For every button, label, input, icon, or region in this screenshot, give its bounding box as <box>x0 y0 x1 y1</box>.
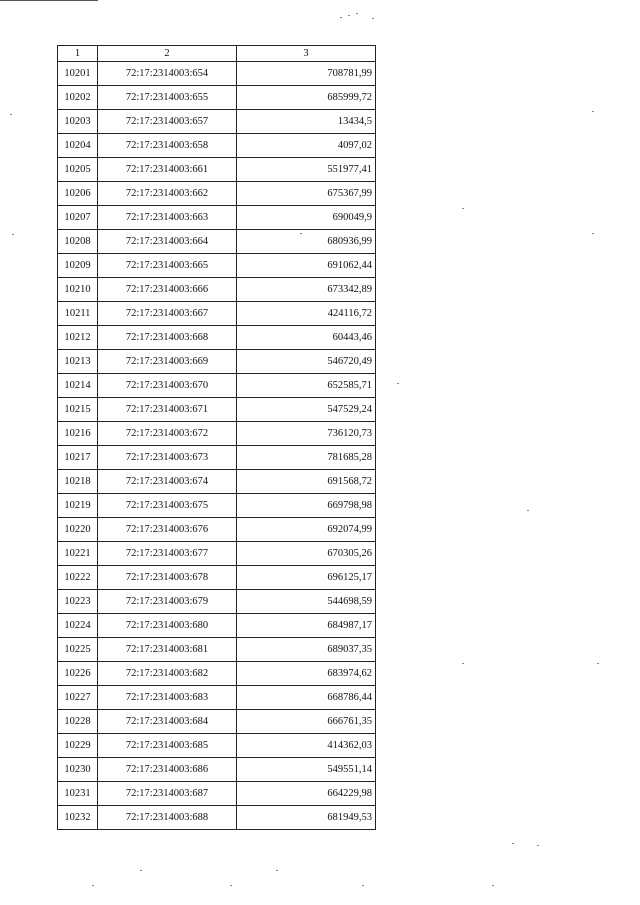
table-header-row <box>58 46 376 62</box>
row-number-cell: 10203 <box>58 110 98 134</box>
cadastral-number-cell: 72:17:2314003:661 <box>98 158 237 182</box>
table-row <box>58 590 376 614</box>
row-number-cell: 10232 <box>58 806 98 830</box>
cadastral-value-cell: 692074,99 <box>237 518 376 542</box>
cadastral-number-cell: 72:17:2314003:678 <box>98 566 237 590</box>
scan-speck <box>340 17 342 18</box>
cadastral-number-cell: 72:17:2314003:685 <box>98 734 237 758</box>
row-number-cell: 10216 <box>58 422 98 446</box>
cadastral-number-cell: 72:17:2314003:682 <box>98 662 237 686</box>
cadastral-number-cell: 72:17:2314003:663 <box>98 206 237 230</box>
scan-speck <box>462 663 464 664</box>
row-number-cell: 10210 <box>58 278 98 302</box>
table-row <box>58 470 376 494</box>
cadastral-value-cell: 691568,72 <box>237 470 376 494</box>
cadastral-value-cell: 670305,26 <box>237 542 376 566</box>
table-row <box>58 446 376 470</box>
row-number-cell: 10223 <box>58 590 98 614</box>
row-number-cell: 10208 <box>58 230 98 254</box>
scan-speck <box>140 870 142 871</box>
table-row <box>58 734 376 758</box>
scan-speck <box>512 843 514 844</box>
cadastral-value-cell: 675367,99 <box>237 182 376 206</box>
cadastral-value-cell: 690049,9 <box>237 206 376 230</box>
table-row <box>58 110 376 134</box>
cadastral-number-cell: 72:17:2314003:679 <box>98 590 237 614</box>
cadastral-number-cell: 72:17:2314003:655 <box>98 86 237 110</box>
table-row <box>58 494 376 518</box>
cadastral-number-cell: 72:17:2314003:683 <box>98 686 237 710</box>
scan-speck <box>597 663 599 664</box>
cadastral-number-cell: 72:17:2314003:684 <box>98 710 237 734</box>
cadastral-number-cell: 72:17:2314003:672 <box>98 422 237 446</box>
cadastral-value-cell: 666761,35 <box>237 710 376 734</box>
scan-speck <box>230 885 232 886</box>
table-row <box>58 158 376 182</box>
cadastral-number-cell: 72:17:2314003:668 <box>98 326 237 350</box>
cadastral-value-cell: 551977,41 <box>237 158 376 182</box>
row-number-cell: 10229 <box>58 734 98 758</box>
table-row <box>58 350 376 374</box>
cadastral-value-table <box>57 45 376 830</box>
row-number-cell: 10211 <box>58 302 98 326</box>
cadastral-value-cell: 652585,71 <box>237 374 376 398</box>
scan-speck <box>276 870 278 871</box>
cadastral-value-cell: 664229,98 <box>237 782 376 806</box>
cadastral-value-cell: 683974,62 <box>237 662 376 686</box>
table-row <box>58 134 376 158</box>
scan-speck <box>592 111 594 112</box>
cadastral-number-cell: 72:17:2314003:680 <box>98 614 237 638</box>
table-row <box>58 662 376 686</box>
scan-speck <box>592 233 594 234</box>
scan-speck <box>362 885 364 886</box>
table-row <box>58 206 376 230</box>
cadastral-value-cell: 684987,17 <box>237 614 376 638</box>
scan-speck <box>527 510 529 511</box>
cadastral-value-cell: 668786,44 <box>237 686 376 710</box>
row-number-cell: 10207 <box>58 206 98 230</box>
row-number-cell: 10221 <box>58 542 98 566</box>
cadastral-number-cell: 72:17:2314003:677 <box>98 542 237 566</box>
column-header-2: 2 <box>98 46 237 62</box>
row-number-cell: 10225 <box>58 638 98 662</box>
table-row <box>58 422 376 446</box>
row-number-cell: 10215 <box>58 398 98 422</box>
row-number-cell: 10222 <box>58 566 98 590</box>
cadastral-number-cell: 72:17:2314003:675 <box>98 494 237 518</box>
cadastral-number-cell: 72:17:2314003:673 <box>98 446 237 470</box>
table-row <box>58 710 376 734</box>
table-row <box>58 638 376 662</box>
cadastral-number-cell: 72:17:2314003:681 <box>98 638 237 662</box>
cadastral-value-cell: 4097,02 <box>237 134 376 158</box>
table-row <box>58 518 376 542</box>
cadastral-value-cell: 544698,59 <box>237 590 376 614</box>
table-row <box>58 686 376 710</box>
cadastral-value-cell: 60443,46 <box>237 326 376 350</box>
cadastral-value-cell: 13434,5 <box>237 110 376 134</box>
table-row <box>58 326 376 350</box>
scan-speck <box>537 845 539 846</box>
cadastral-value-cell: 708781,99 <box>237 62 376 86</box>
cadastral-value-cell: 736120,73 <box>237 422 376 446</box>
row-number-cell: 10217 <box>58 446 98 470</box>
cadastral-number-cell: 72:17:2314003:665 <box>98 254 237 278</box>
cadastral-value-cell: 691062,44 <box>237 254 376 278</box>
row-number-cell: 10219 <box>58 494 98 518</box>
cadastral-number-cell: 72:17:2314003:667 <box>98 302 237 326</box>
top-rule-line <box>0 0 98 1</box>
row-number-cell: 10231 <box>58 782 98 806</box>
scan-speck <box>356 13 358 14</box>
cadastral-value-cell: 546720,49 <box>237 350 376 374</box>
cadastral-value-cell: 696125,17 <box>237 566 376 590</box>
row-number-cell: 10228 <box>58 710 98 734</box>
table-row <box>58 230 376 254</box>
column-header-1: 1 <box>58 46 98 62</box>
scan-speck <box>397 383 399 384</box>
table-row <box>58 374 376 398</box>
row-number-cell: 10218 <box>58 470 98 494</box>
row-number-cell: 10230 <box>58 758 98 782</box>
cadastral-number-cell: 72:17:2314003:662 <box>98 182 237 206</box>
column-header-3: 3 <box>237 46 376 62</box>
table-row <box>58 542 376 566</box>
cadastral-number-cell: 72:17:2314003:654 <box>98 62 237 86</box>
scan-speck <box>372 18 374 19</box>
scan-speck <box>92 885 94 886</box>
cadastral-number-cell: 72:17:2314003:670 <box>98 374 237 398</box>
table-row <box>58 302 376 326</box>
table-body <box>58 62 376 830</box>
row-number-cell: 10204 <box>58 134 98 158</box>
row-number-cell: 10206 <box>58 182 98 206</box>
cadastral-value-cell: 669798,98 <box>237 494 376 518</box>
table-row <box>58 782 376 806</box>
cadastral-value-cell: 424116,72 <box>237 302 376 326</box>
table-row <box>58 806 376 830</box>
cadastral-value-cell: 680936,99 <box>237 230 376 254</box>
cadastral-value-cell: 549551,14 <box>237 758 376 782</box>
table-row <box>58 566 376 590</box>
cadastral-value-cell: 781685,28 <box>237 446 376 470</box>
cadastral-value-cell: 689037,35 <box>237 638 376 662</box>
cadastral-number-cell: 72:17:2314003:688 <box>98 806 237 830</box>
row-number-cell: 10202 <box>58 86 98 110</box>
cadastral-number-cell: 72:17:2314003:657 <box>98 110 237 134</box>
cadastral-number-cell: 72:17:2314003:686 <box>98 758 237 782</box>
table-row <box>58 86 376 110</box>
cadastral-value-cell: 681949,53 <box>237 806 376 830</box>
row-number-cell: 10209 <box>58 254 98 278</box>
scan-speck <box>12 234 14 235</box>
cadastral-number-cell: 72:17:2314003:674 <box>98 470 237 494</box>
table-row <box>58 278 376 302</box>
row-number-cell: 10212 <box>58 326 98 350</box>
row-number-cell: 10227 <box>58 686 98 710</box>
table-row <box>58 62 376 86</box>
scan-speck <box>348 15 350 16</box>
scan-speck <box>10 114 12 115</box>
row-number-cell: 10213 <box>58 350 98 374</box>
cadastral-number-cell: 72:17:2314003:669 <box>98 350 237 374</box>
cadastral-value-cell: 673342,89 <box>237 278 376 302</box>
row-number-cell: 10226 <box>58 662 98 686</box>
cadastral-value-cell: 414362,03 <box>237 734 376 758</box>
table-row <box>58 614 376 638</box>
cadastral-number-cell: 72:17:2314003:671 <box>98 398 237 422</box>
scan-speck <box>462 208 464 209</box>
table-row <box>58 758 376 782</box>
row-number-cell: 10220 <box>58 518 98 542</box>
table-row <box>58 254 376 278</box>
cadastral-number-cell: 72:17:2314003:666 <box>98 278 237 302</box>
cadastral-value-cell: 685999,72 <box>237 86 376 110</box>
cadastral-number-cell: 72:17:2314003:676 <box>98 518 237 542</box>
row-number-cell: 10224 <box>58 614 98 638</box>
row-number-cell: 10201 <box>58 62 98 86</box>
row-number-cell: 10214 <box>58 374 98 398</box>
cadastral-number-cell: 72:17:2314003:687 <box>98 782 237 806</box>
cadastral-value-cell: 547529,24 <box>237 398 376 422</box>
table-row <box>58 398 376 422</box>
cadastral-number-cell: 72:17:2314003:658 <box>98 134 237 158</box>
table-row <box>58 182 376 206</box>
cadastral-number-cell: 72:17:2314003:664 <box>98 230 237 254</box>
row-number-cell: 10205 <box>58 158 98 182</box>
scan-speck <box>492 885 494 886</box>
